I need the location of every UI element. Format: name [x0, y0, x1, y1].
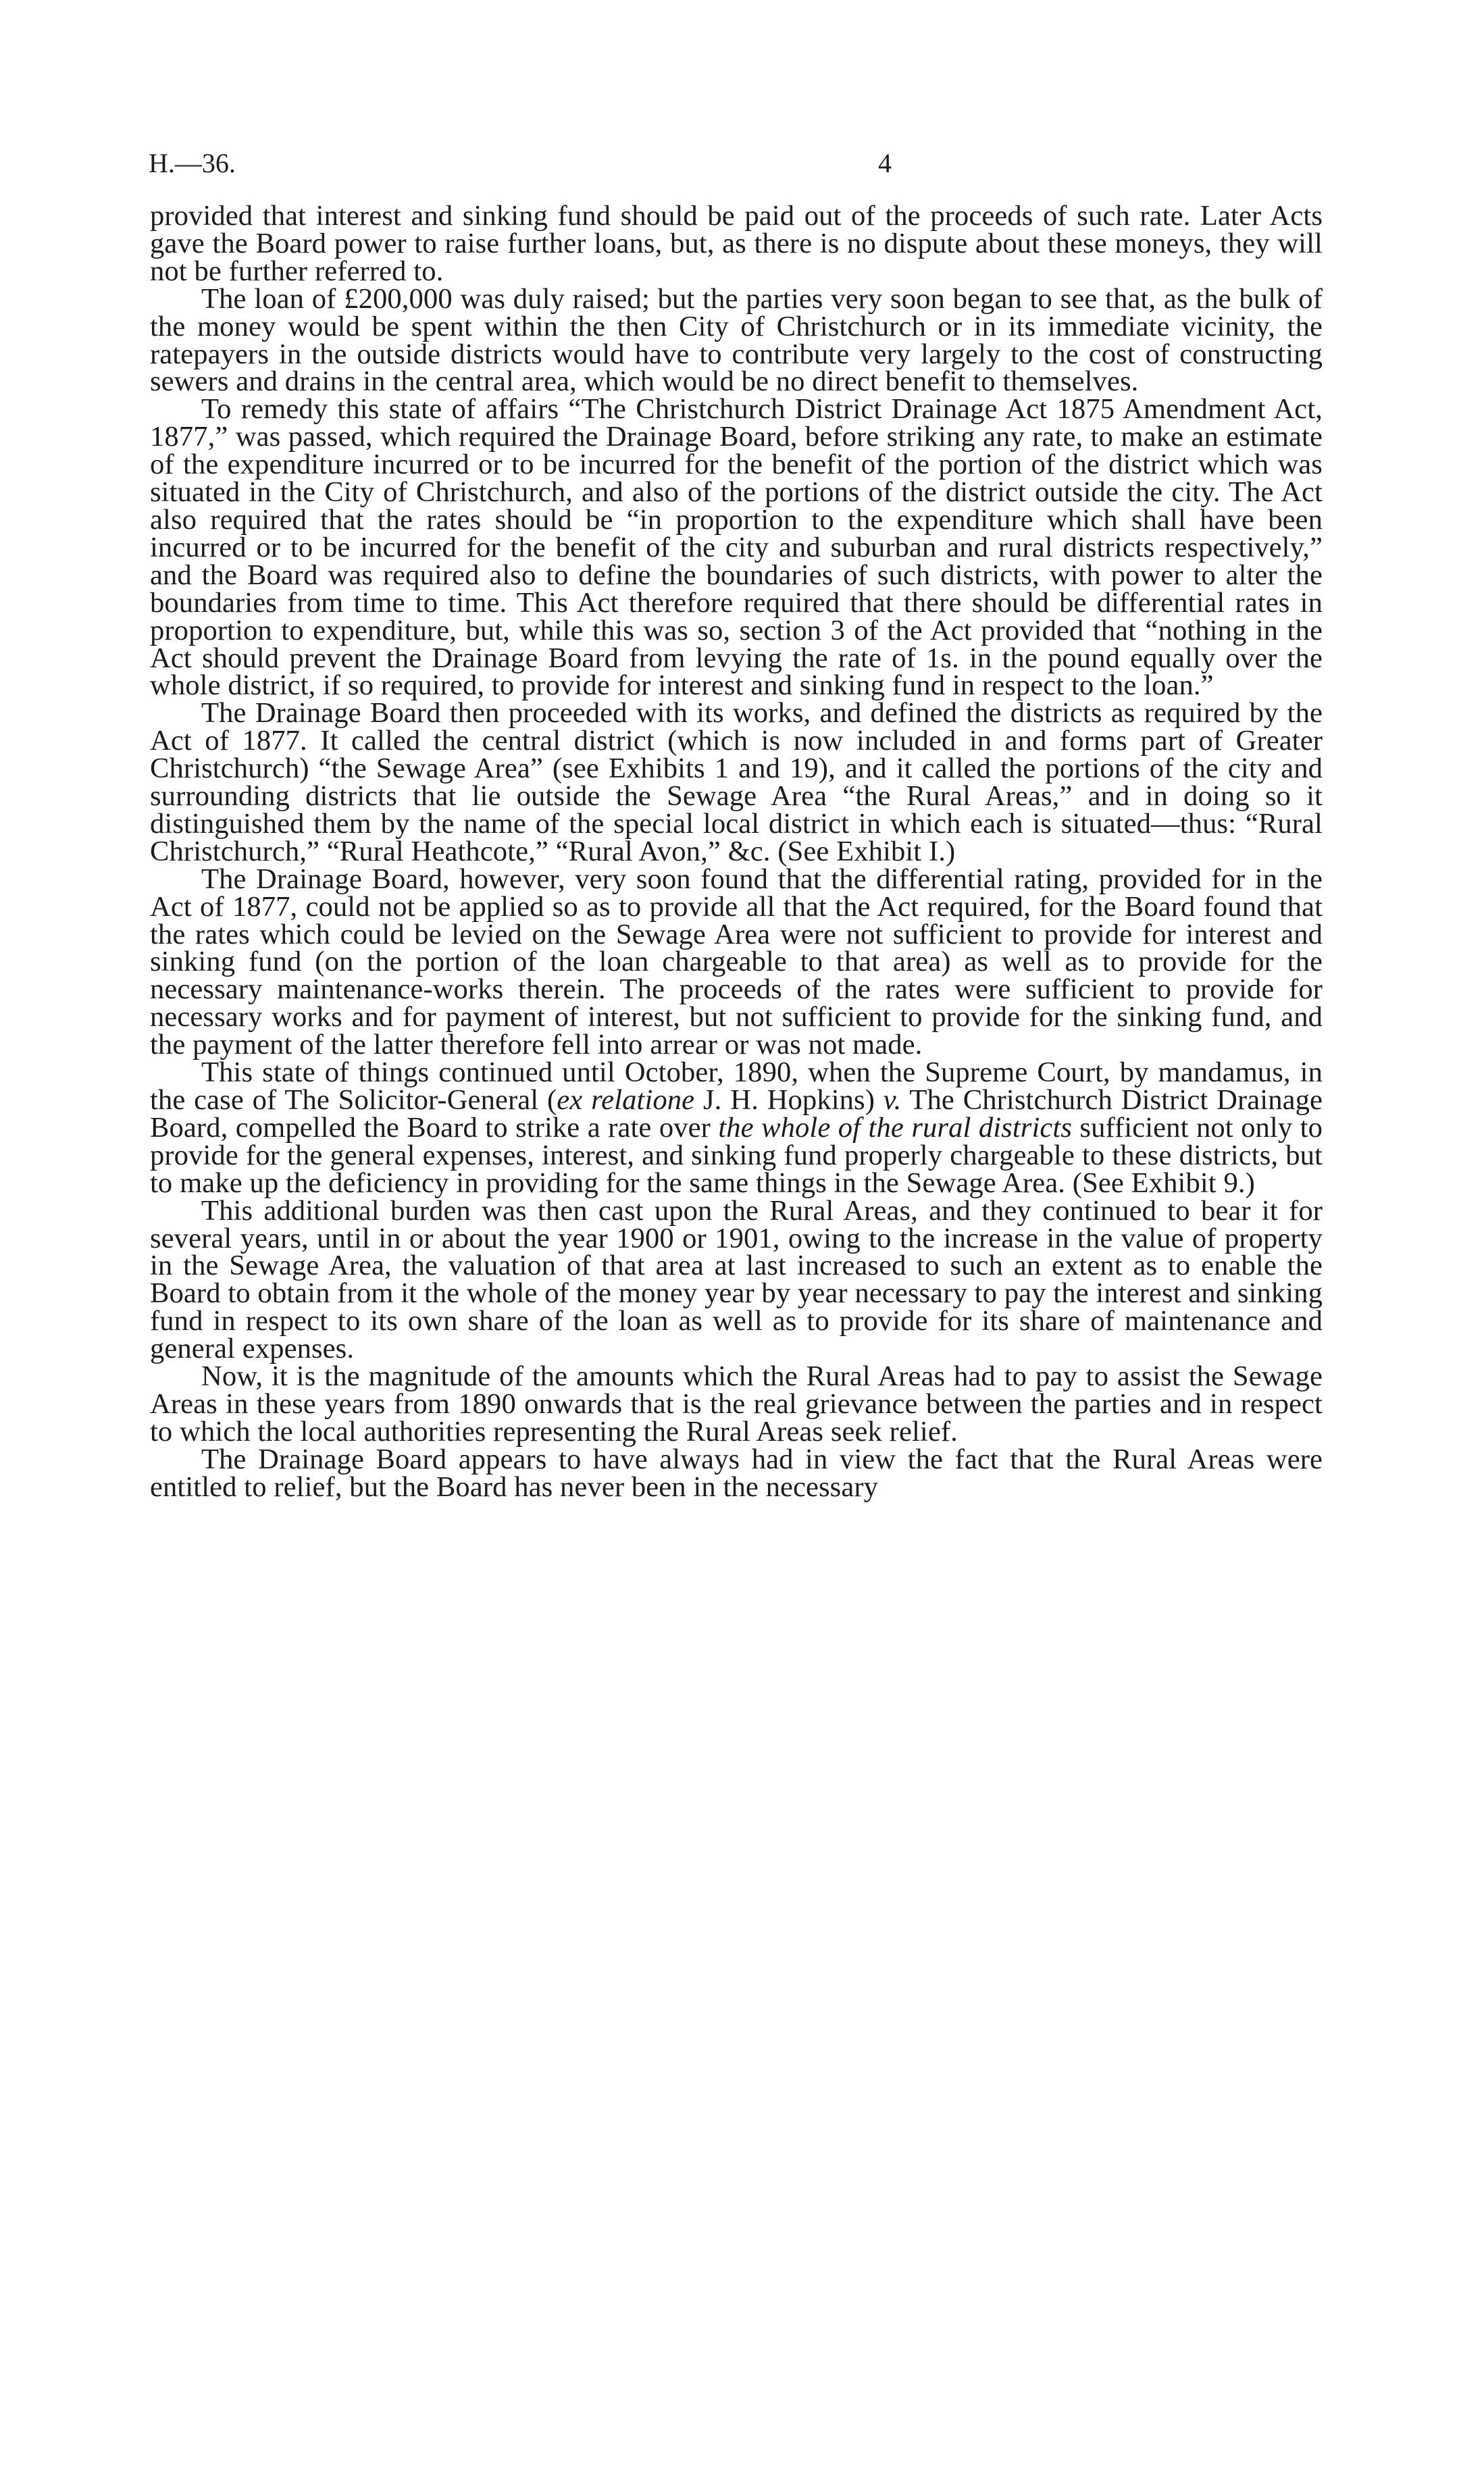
paragraph — [150, 863, 1323, 1061]
text-segment: The Drainage Board, however, very soon found that the differential rating, provided for in the Act of 1877, could not be applied so as to provide all that the Act required, for the Board found that the rates which could be levied on the Sewage Area were not sufficient to provide for interest and sinking fund (on the portion of the loan chargeable to that area) as well as to provide for the necessary maintenance-works therein. The proceeds of the rates were sufficient to provide for necessary works and for payment of interest, but not sufficient to provide for the sinking fund, and the payment of the latter therefore fell into arrear or was not made. — [150, 863, 1323, 1061]
text-segment: The loan of £200,000 was duly raised; but the parties very soon began to see that, as the bulk of the money would be spent within the then City of Christchurch or in its immediate vicinity, the ratepayers in the outside districts would have to contribute very largely to the cost of constructing sewers and drains in the central area, which would be no direct benefit to themselves. — [150, 282, 1323, 398]
italic-text: v. — [883, 1084, 902, 1116]
paragraph — [150, 697, 1323, 867]
text-segment: To remedy this state of affairs “The Christchurch District Drainage Act 1875 Amendment Act, 1877,” was passed, which required the Drainage Board, before striking any rate, to make an estimate of the expenditure incurred or to be incurred for the benefit of the portion of the district which was situated in the City of Christchurch, and also of the portions of the district outside the city. The Act also required that the rates should be “in proportion to the expenditure which shall have been incurred or to be incurred for the benefit of the city and suburban and rural districts respectively,” and the Board was required also to define the boundaries of such districts, with power to alter the boundaries from time to time. This Act therefore required that there should be differential rates in proportion to expenditure, but, while this was so, section 3 of the Act provided that “nothing in the Act should prevent the Drainage Board from levying the rate of 1s. in the pound equally over the whole district, if so required, to provide for interest and sinking fund in respect to the loan.” — [150, 393, 1323, 702]
paragraph — [150, 1360, 1323, 1448]
text-segment: The Christchurch District Drainage Board, compelled the Board to strike a rate over — [150, 1084, 1323, 1144]
italic-text: the whole of the rural districts — [718, 1111, 1072, 1144]
text-segment: sufficient not only to provide for the general expenses, interest, and sinking fund properly chargeable to these districts, but to make up the deficiency in providing for the same things in the Sewage Area. (See Exhibit 9.) — [150, 1111, 1323, 1199]
text-segment: Now, it is the magnitude of the amounts which the Rural Areas had to pay to assist the Sewage Areas in these years from 1890 onwards that is the real grievance between the parties and in respect to which the local authorities representing the Rural Areas seek relief. — [150, 1360, 1323, 1448]
text-segment: provided that interest and sinking fund should be paid out of the proceeds of such rate. Later Acts gave the Board power to raise further loans, but, as there is no dispute about these moneys, they will not be further referred to. — [150, 200, 1323, 287]
paragraph — [150, 1443, 1323, 1503]
text-segment: This state of things continued until October, 1890, when the Supreme Court, by mandamus, in the case of The Solicitor-General ( — [150, 1056, 1323, 1116]
body-text — [150, 200, 1323, 1503]
paragraph — [150, 1056, 1323, 1199]
paragraph — [150, 282, 1323, 398]
paragraph — [150, 200, 1323, 287]
text-segment: This additional burden was then cast upon the Rural Areas, and they continued to bear it for several years, until in or about the year 1900 or 1901, owing to the increase in the value of property in the Sewage Area, the valuation of that area at last increased to such an extent as to enable the Board to obtain from it the whole of the money year by year necessary to pay the interest and sinking fund in respect to its own share of the loan as well as to provide for its share of maintenance and general expenses. — [150, 1194, 1323, 1365]
text-segment: J. H. Hopkins) — [694, 1084, 884, 1116]
page-number: 4 — [878, 148, 892, 178]
italic-text: ex relatione — [557, 1084, 695, 1116]
paragraph — [150, 393, 1323, 702]
document-reference: H.—36. — [149, 148, 236, 178]
paragraph — [150, 1194, 1323, 1365]
page-header — [149, 143, 1324, 184]
text-segment: The Drainage Board then proceeded with its works, and defined the districts as required by the Act of 1877. It called the central district (which is now included in and forms part of Greater Christchurch) “the Sewage Area” (see Exhibits 1 and 19), and it called the portions of the city and surrounding districts that lie outside the Sewage Area “the Rural Areas,” and in doing so it distinguished them by the name of the special local district in which each is situated—thus: “Rural Christchurch,” “Rural Heathcote,” “Rural Avon,” &c. (See Exhibit I.) — [150, 697, 1323, 867]
text-segment: The Drainage Board appears to have always had in view the fact that the Rural Areas were entitled to relief, but the Board has never been in the necessary — [150, 1443, 1323, 1503]
